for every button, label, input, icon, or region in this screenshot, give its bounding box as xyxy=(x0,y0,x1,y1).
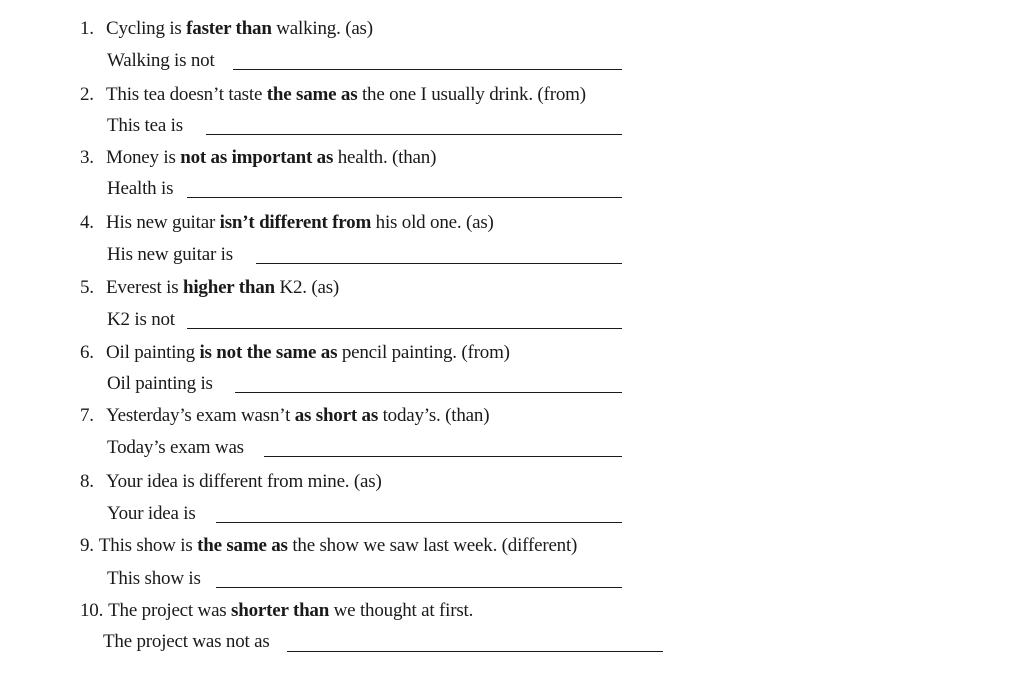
sentence-bold-phrase: higher than xyxy=(182,277,275,298)
exercise-9-sentence xyxy=(80,534,577,558)
exercise-number: 4. xyxy=(80,212,94,233)
sentence-bold-phrase: faster than xyxy=(186,18,272,39)
sentence-text: health. (than) xyxy=(333,147,437,168)
exercise-2-answer-blank[interactable] xyxy=(206,134,622,135)
exercise-number: 5. xyxy=(80,277,94,298)
exercise-5-answer-blank[interactable] xyxy=(187,328,622,329)
exercise-5-sentence xyxy=(80,276,339,300)
sentence-text: Yesterday’s exam wasn’t xyxy=(106,405,295,426)
sentence-text: This tea doesn’t taste xyxy=(106,84,267,105)
sentence-text: we thought at first. xyxy=(329,600,474,621)
sentence-text: pencil painting. (from) xyxy=(337,342,510,363)
exercise-3-sentence xyxy=(80,146,436,170)
sentence-text: the one I usually drink. (from) xyxy=(357,84,586,105)
sentence-text: today’s. (than) xyxy=(378,405,490,426)
exercise-2-sentence xyxy=(80,83,586,107)
sentence-bold-phrase: the same as xyxy=(266,84,358,105)
exercise-number: 7. xyxy=(80,405,94,426)
exercise-10-answer-blank[interactable] xyxy=(287,651,663,652)
sentence-text: K2. (as) xyxy=(274,277,340,298)
exercise-9-answer-blank[interactable] xyxy=(216,587,622,588)
exercise-1-answer-prompt: Walking is not xyxy=(107,50,215,71)
exercise-number: 1. xyxy=(80,18,94,39)
sentence-bold-phrase: as short as xyxy=(294,405,379,426)
sentence-text: Money is xyxy=(106,147,181,168)
exercise-number: 2. xyxy=(80,84,94,105)
exercise-7-answer-blank[interactable] xyxy=(264,456,622,457)
exercise-number: 8. xyxy=(80,471,94,492)
sentence-text: Oil painting xyxy=(106,342,200,363)
sentence-text: Cycling is xyxy=(106,18,187,39)
sentence-bold-phrase: isn’t different from xyxy=(219,212,372,233)
exercise-number: 6. xyxy=(80,342,94,363)
exercise-4-answer-prompt: His new guitar is xyxy=(107,244,233,265)
exercise-number: 10. xyxy=(80,600,104,621)
sentence-text: The project was xyxy=(108,600,232,621)
exercise-10-sentence xyxy=(80,599,473,623)
sentence-text: His new guitar xyxy=(106,212,220,233)
sentence-text: Everest is xyxy=(106,277,183,298)
exercise-2-answer-prompt: This tea is xyxy=(107,115,183,136)
sentence-bold-phrase: the same as xyxy=(197,535,288,556)
exercise-7-answer-prompt: Today’s exam was xyxy=(107,437,244,458)
exercise-6-sentence xyxy=(80,341,510,365)
exercise-3-answer-blank[interactable] xyxy=(187,197,622,198)
exercise-7-sentence xyxy=(80,404,489,428)
exercise-4-sentence xyxy=(80,211,494,235)
exercise-8-answer-blank[interactable] xyxy=(216,522,622,523)
exercise-9-answer-prompt: This show is xyxy=(107,568,201,589)
sentence-text: his old one. (as) xyxy=(371,212,494,233)
exercise-8-sentence xyxy=(80,470,382,494)
sentence-text: walking. (as) xyxy=(271,18,373,39)
sentence-text: Your idea is different from mine. (as) xyxy=(106,471,382,492)
sentence-bold-phrase: is not the same as xyxy=(199,342,338,363)
sentence-text: the show we saw last week. (different) xyxy=(287,535,578,556)
exercise-8-answer-prompt: Your idea is xyxy=(107,503,196,524)
exercise-number: 3. xyxy=(80,147,94,168)
exercise-10-answer-prompt: The project was not as xyxy=(103,631,270,652)
exercise-1-sentence xyxy=(80,17,373,41)
exercise-3-answer-prompt: Health is xyxy=(107,178,174,199)
exercise-6-answer-blank[interactable] xyxy=(235,392,622,393)
exercise-4-answer-blank[interactable] xyxy=(256,263,622,264)
exercise-6-answer-prompt: Oil painting is xyxy=(107,373,213,394)
exercise-number: 9. xyxy=(80,535,94,556)
exercise-1-answer-blank[interactable] xyxy=(233,69,622,70)
sentence-text: This show is xyxy=(98,535,198,556)
exercise-5-answer-prompt: K2 is not xyxy=(107,309,175,330)
sentence-bold-phrase: not as important as xyxy=(180,147,334,168)
sentence-bold-phrase: shorter than xyxy=(231,600,330,621)
